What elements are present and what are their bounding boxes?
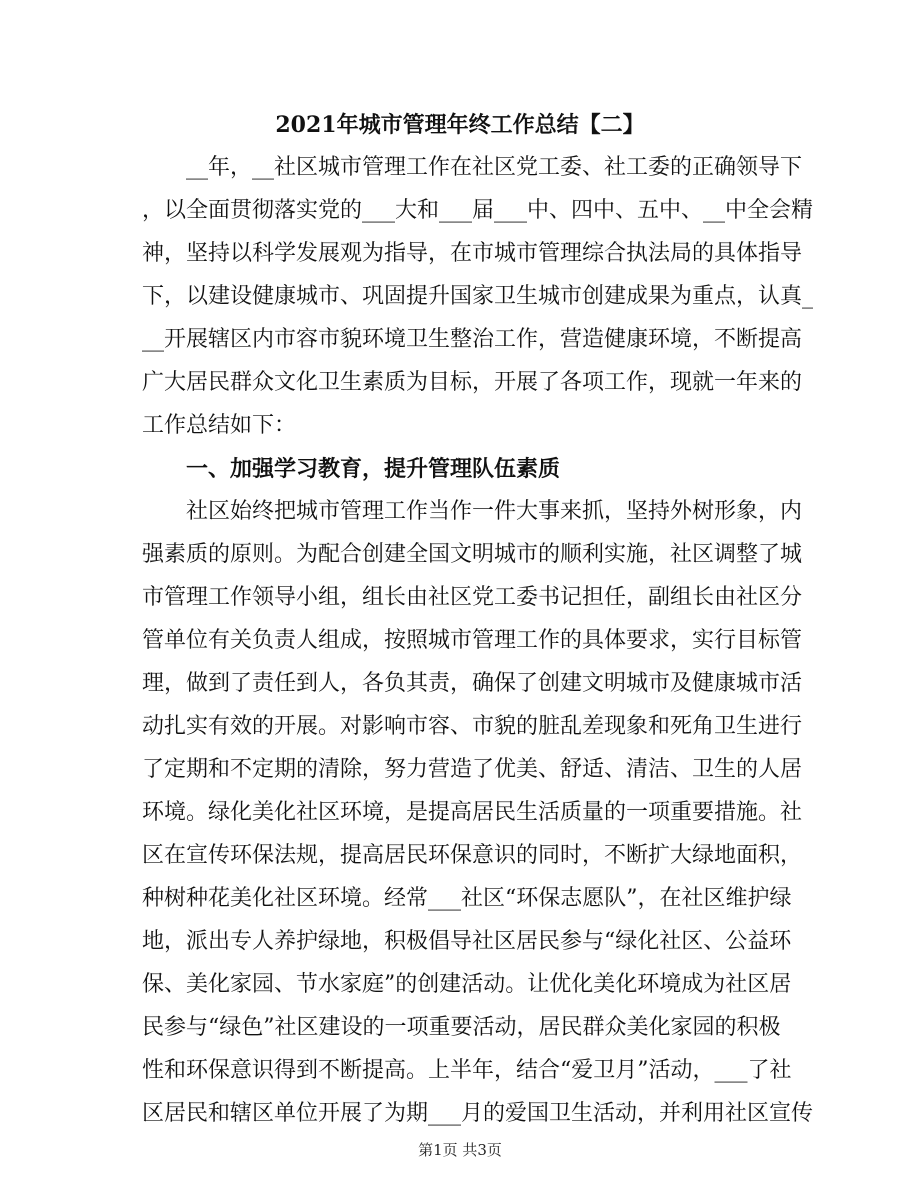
body-line: 了定期和不定期的清除，努力营造了优美、舒适、清洁、卫生的人居	[142, 757, 803, 782]
page-footer: 第1页 共3页	[418, 1141, 502, 1159]
body-line: __开展辖区内市容市貌环境卫生整治工作，营造健康环境，不断提高	[142, 327, 803, 352]
body-line: 保、美化家园、节水家庭”的创建活动。让优化美化环境成为社区居	[142, 972, 792, 997]
body-line: 广大居民群众文化卫生素质为目标，开展了各项工作，现就一年来的	[142, 370, 803, 395]
body-line: 强素质的原则。为配合创建全国文明城市的顺利实施，社区调整了城	[142, 542, 803, 567]
body-line: 理，做到了责任到人，各负其责，确保了创建文明城市及健康城市活	[142, 671, 803, 696]
body-line: __年，__社区城市管理工作在社区党工委、社工委的正确领导下	[142, 155, 803, 180]
body-line: 市管理工作领导小组，组长由社区党工委书记担任，副组长由社区分	[142, 585, 803, 610]
body-line: 下，以建设健康城市、巩固提升国家卫生城市创建成果为重点，认真_	[142, 284, 814, 309]
body-line: 动扎实有效的开展。对影响市容、市貌的脏乱差现象和死角卫生进行	[142, 714, 803, 739]
body-line: 社区始终把城市管理工作当作一件大事来抓，坚持外树形象，内	[142, 499, 803, 524]
page-title: 2021年城市管理年终工作总结【二】	[275, 112, 645, 138]
body-line: 工作总结如下：	[142, 413, 297, 438]
body-line: 地，派出专人养护绿地，积极倡导社区居民参与“绿化社区、公益环	[142, 929, 792, 954]
body-line: 神，坚持以科学发展观为指导，在市城市管理综合执法局的具体指导	[142, 241, 803, 266]
body-line: 性和环保意识得到不断提高。上半年，结合“爱卫月”活动，___了社	[142, 1058, 792, 1083]
body-line: 区居民和辖区单位开展了为期___月的爱国卫生活动，并利用社区宣传	[142, 1101, 814, 1126]
body-line: 区在宣传环保法规，提高居民环保意识的同时，不断扩大绿地面积，	[142, 843, 803, 868]
body-line: 管单位有关负责人组成，按照城市管理工作的具体要求，实行目标管	[142, 628, 803, 653]
section-heading: 一、加强学习教育，提升管理队伍素质	[142, 456, 561, 482]
body-line: 种树种花美化社区环境。经常___社区“环保志愿队”，在社区维护绿	[142, 886, 792, 911]
body-line: 民参与“绿色”社区建设的一项重要活动，居民群众美化家园的积极	[142, 1015, 781, 1040]
body-line: ，以全面贯彻落实党的___大和___届___中、四中、五中、__中全会精	[142, 198, 814, 223]
body-line: 环境。绿化美化社区环境，是提高居民生活质量的一项重要措施。社	[142, 800, 803, 825]
